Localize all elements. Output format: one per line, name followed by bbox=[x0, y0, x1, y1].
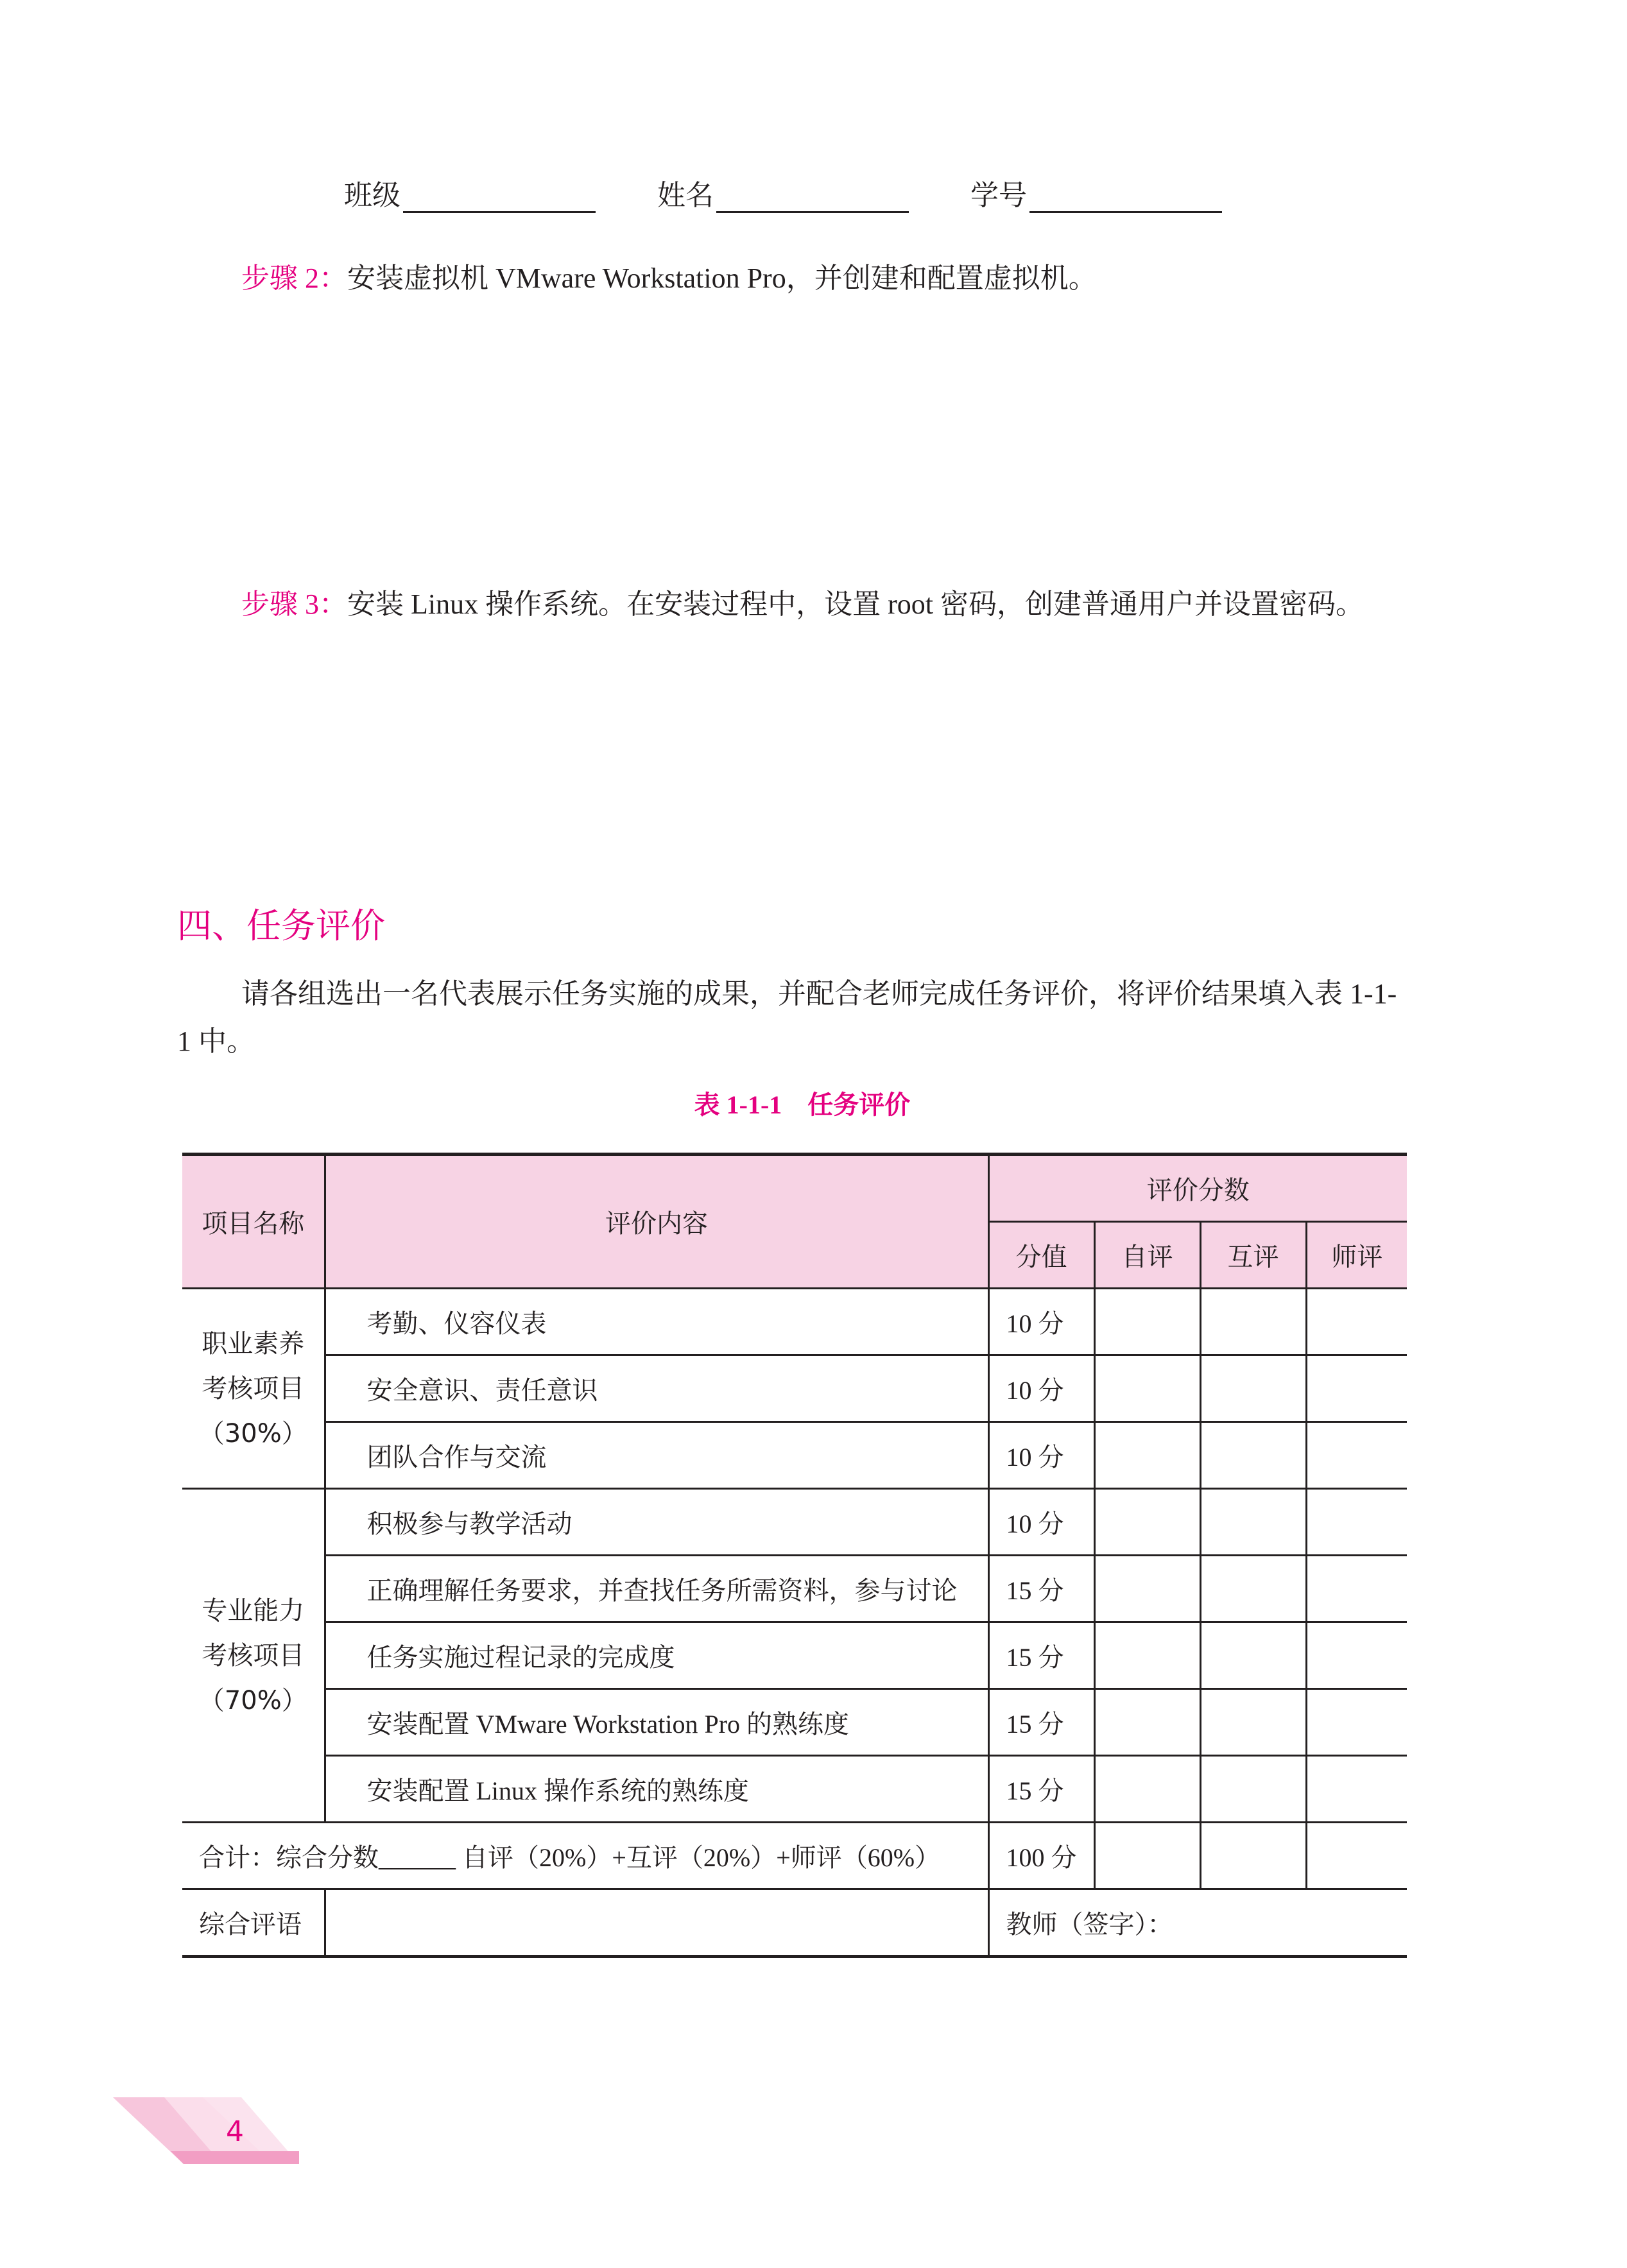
group-name-line: （30%） bbox=[198, 1418, 307, 1448]
peer-score-cell[interactable] bbox=[1200, 1355, 1306, 1422]
row-content: 团队合作与交流 bbox=[325, 1422, 988, 1489]
header-score-group: 评价分数 bbox=[988, 1155, 1407, 1222]
total-points: 100 分 bbox=[988, 1823, 1094, 1889]
comment-row bbox=[182, 1889, 1407, 1957]
step-2-text: 安装虚拟机 VMware Workstation Pro，并创建和配置虚拟机。 bbox=[347, 262, 1097, 294]
row-points: 15 分 bbox=[988, 1556, 1094, 1622]
step-3-tag: 步骤 3： bbox=[241, 588, 347, 620]
row-points: 15 分 bbox=[988, 1689, 1094, 1756]
comment-cell[interactable] bbox=[325, 1889, 988, 1957]
header-content: 评价内容 bbox=[325, 1155, 988, 1289]
total-row bbox=[182, 1823, 1407, 1889]
self-score-cell[interactable] bbox=[1094, 1689, 1200, 1756]
table-row bbox=[182, 1489, 1407, 1556]
page-number: 4 bbox=[226, 2115, 244, 2148]
row-content: 安装配置 Linux 操作系统的熟练度 bbox=[325, 1756, 988, 1823]
peer-total-cell[interactable] bbox=[1200, 1823, 1306, 1889]
peer-score-cell[interactable] bbox=[1200, 1556, 1306, 1622]
name-label: 姓名 bbox=[657, 179, 714, 212]
table-row bbox=[182, 1622, 1407, 1689]
teacher-score-cell[interactable] bbox=[1306, 1422, 1407, 1489]
row-content: 正确理解任务要求，并查找任务所需资料，参与讨论 bbox=[325, 1556, 988, 1622]
section-paragraph: 请各组选出一名代表展示任务实施的成果，并配合老师完成任务评价，将评价结果填入表 1-1-1 中。 bbox=[177, 978, 1397, 1057]
header-points: 分值 bbox=[988, 1222, 1094, 1289]
row-points: 10 分 bbox=[988, 1289, 1094, 1355]
teacher-score-cell[interactable] bbox=[1306, 1489, 1407, 1556]
peer-score-cell[interactable] bbox=[1200, 1689, 1306, 1756]
self-score-cell[interactable] bbox=[1094, 1622, 1200, 1689]
row-content: 积极参与教学活动 bbox=[325, 1489, 988, 1556]
self-score-cell[interactable] bbox=[1094, 1422, 1200, 1489]
header-self: 自评 bbox=[1094, 1222, 1200, 1289]
comment-label: 综合评语 bbox=[182, 1889, 325, 1957]
student-id-label: 学号 bbox=[970, 179, 1027, 212]
peer-score-cell[interactable] bbox=[1200, 1489, 1306, 1556]
step-3 bbox=[241, 585, 1364, 624]
teacher-score-cell[interactable] bbox=[1306, 1689, 1407, 1756]
student-id-blank[interactable] bbox=[1029, 179, 1222, 213]
table-row bbox=[182, 1756, 1407, 1823]
teacher-score-cell[interactable] bbox=[1306, 1756, 1407, 1823]
self-score-cell[interactable] bbox=[1094, 1289, 1200, 1355]
row-content: 任务实施过程记录的完成度 bbox=[325, 1622, 988, 1689]
header-peer: 互评 bbox=[1200, 1222, 1306, 1289]
row-content: 考勤、仪容仪表 bbox=[325, 1289, 988, 1355]
total-label: 合计：综合分数______ 自评（20%）+互评（20%）+师评（60%） bbox=[182, 1823, 988, 1889]
group-name-line: （70%） bbox=[198, 1685, 307, 1715]
row-points: 15 分 bbox=[988, 1756, 1094, 1823]
self-score-cell[interactable] bbox=[1094, 1756, 1200, 1823]
header-teacher: 师评 bbox=[1306, 1222, 1407, 1289]
row-points: 15 分 bbox=[988, 1622, 1094, 1689]
student-id-field[interactable] bbox=[970, 172, 1222, 213]
teacher-score-cell[interactable] bbox=[1306, 1289, 1407, 1355]
peer-score-cell[interactable] bbox=[1200, 1422, 1306, 1489]
step-2 bbox=[241, 259, 1097, 298]
row-points: 10 分 bbox=[988, 1422, 1094, 1489]
self-score-cell[interactable] bbox=[1094, 1556, 1200, 1622]
self-total-cell[interactable] bbox=[1094, 1823, 1200, 1889]
class-blank[interactable] bbox=[403, 179, 596, 213]
table-row bbox=[182, 1689, 1407, 1756]
table-row bbox=[182, 1422, 1407, 1489]
group-professionalism bbox=[182, 1289, 325, 1489]
group-name-line: 考核项目 bbox=[202, 1640, 305, 1671]
row-content: 安装配置 VMware Workstation Pro 的熟练度 bbox=[325, 1689, 988, 1756]
self-score-cell[interactable] bbox=[1094, 1489, 1200, 1556]
table-caption: 表 1-1-1 任务评价 bbox=[694, 1090, 911, 1119]
step-3-text: 安装 Linux 操作系统。在安装过程中，设置 root 密码，创建普通用户并设置密码。 bbox=[347, 588, 1364, 620]
table-row bbox=[182, 1355, 1407, 1422]
header-project: 项目名称 bbox=[182, 1155, 325, 1289]
self-score-cell[interactable] bbox=[1094, 1355, 1200, 1422]
step-2-tag: 步骤 2： bbox=[241, 262, 347, 294]
group-name-line: 专业能力 bbox=[202, 1595, 305, 1626]
name-field[interactable] bbox=[657, 172, 909, 213]
teacher-signature[interactable]: 教师（签字）： bbox=[988, 1889, 1407, 1957]
peer-score-cell[interactable] bbox=[1200, 1289, 1306, 1355]
row-content: 安全意识、责任意识 bbox=[325, 1355, 988, 1422]
section-title: 四、任务评价 bbox=[177, 906, 385, 946]
evaluation-table bbox=[182, 1153, 1407, 1958]
group-name-line: 职业素养 bbox=[202, 1328, 305, 1359]
table-row bbox=[182, 1289, 1407, 1355]
peer-score-cell[interactable] bbox=[1200, 1756, 1306, 1823]
teacher-score-cell[interactable] bbox=[1306, 1622, 1407, 1689]
teacher-score-cell[interactable] bbox=[1306, 1556, 1407, 1622]
name-blank[interactable] bbox=[716, 179, 909, 213]
class-label: 班级 bbox=[344, 179, 400, 212]
table-row bbox=[182, 1556, 1407, 1622]
teacher-total-cell[interactable] bbox=[1306, 1823, 1407, 1889]
group-name-line: 考核项目 bbox=[202, 1373, 305, 1404]
page-corner-decoration bbox=[113, 2097, 299, 2164]
peer-score-cell[interactable] bbox=[1200, 1622, 1306, 1689]
teacher-score-cell[interactable] bbox=[1306, 1355, 1407, 1422]
class-field[interactable] bbox=[344, 172, 596, 213]
row-points: 10 分 bbox=[988, 1489, 1094, 1556]
row-points: 10 分 bbox=[988, 1355, 1094, 1422]
group-professional-ability bbox=[182, 1489, 325, 1823]
